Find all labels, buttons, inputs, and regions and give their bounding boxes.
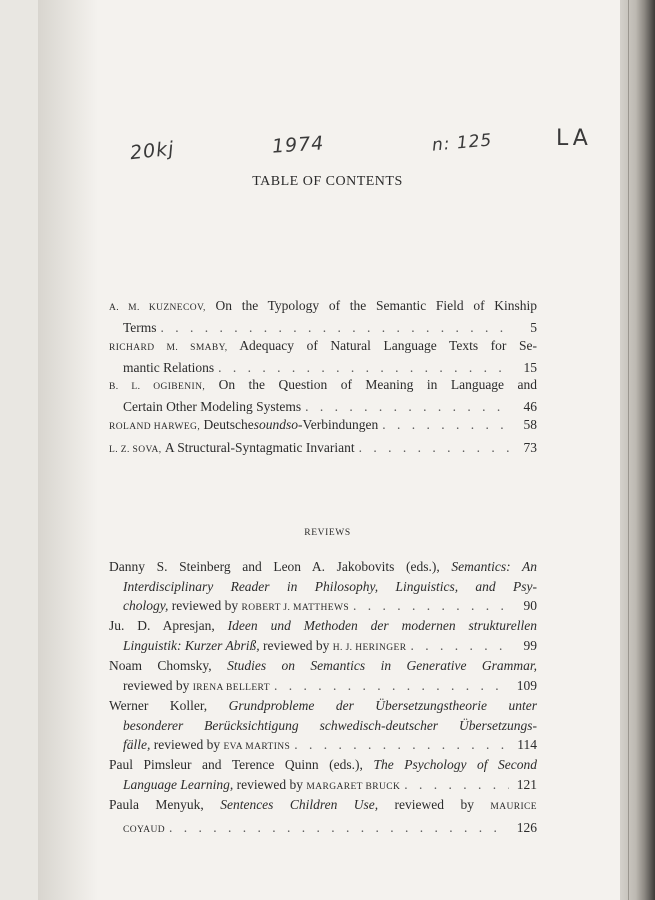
binding-edge [628, 0, 629, 900]
reviewer-cont: COYAUD [123, 824, 165, 835]
handwritten-note-4: LA [556, 126, 592, 151]
author: ROLAND HARWEG, [109, 422, 201, 432]
page-number: 121 [516, 776, 537, 792]
entry-title: Deutsche [203, 417, 254, 432]
entry-title-italic: soundso [253, 417, 298, 432]
handwritten-note-2: 1974 [271, 132, 326, 158]
author: B. L. OGIBENIN, [109, 382, 206, 392]
review-entry [109, 755, 537, 797]
toc-entry [109, 375, 537, 416]
reviewed-by: reviewed by [150, 737, 224, 752]
leader-dots [359, 438, 509, 457]
entry-title: On the Question of Meaning in Language and [218, 377, 538, 392]
review-book-author: Noam Chomsky, [109, 658, 228, 673]
reviewer: ROBERT J. MATTHEWS [241, 603, 350, 613]
toc-entry [109, 438, 537, 460]
leader-dots [353, 596, 509, 616]
page-number: 126 [516, 819, 537, 835]
review-entry [109, 795, 537, 840]
review-entry [109, 557, 537, 619]
review-book-title-cont: Language Learning, [123, 776, 234, 792]
author: L. Z. SOVA, [109, 445, 162, 455]
handwritten-note-1: 20kj [128, 137, 176, 165]
reviewer: H. J. HERINGER [332, 642, 407, 653]
handwritten-note-3: n: 125 [431, 130, 494, 156]
leader-dots [410, 636, 509, 656]
reviewed-by: reviewed by [123, 677, 193, 693]
entry-title: Adequacy of Natural Language Texts for Se- [239, 338, 537, 353]
leader-dots [294, 735, 509, 755]
page-number: 109 [516, 677, 537, 693]
reviewed-by: reviewed by [233, 776, 307, 792]
review-entry [109, 696, 537, 758]
review-book-title: Studies on Semantics in Generative Grammar, [227, 658, 538, 673]
entry-title: On the Typology of the Semantic Field of Kinship [215, 298, 537, 313]
leader-dots [305, 397, 509, 416]
entry-title-end: -Verbindungen [297, 417, 379, 432]
review-book-author: Werner Koller, [109, 698, 229, 713]
reviewed-by: reviewed by [168, 598, 242, 613]
entry-title-cont: Certain Other Modeling Systems [123, 399, 302, 414]
review-book-title: The Psychology of Second [373, 757, 537, 772]
book-binding [620, 0, 655, 900]
page-number: 58 [523, 417, 537, 432]
reviewed-by: reviewed by [378, 797, 491, 812]
review-book-title: Semantics: An [451, 559, 537, 574]
page-shadow [38, 0, 98, 900]
leader-dots [161, 318, 509, 337]
review-book-title-cont: Interdisciplinary Reader in Philosophy, Linguistics, and Psy- [123, 578, 537, 594]
review-book-title: Sentences Children Use, [220, 797, 379, 812]
author: RICHARD M. SMABY, [109, 343, 228, 353]
leader-dots [169, 818, 509, 838]
leader-dots [404, 775, 509, 795]
entry-title-cont: Terms [123, 320, 157, 335]
review-book-author: Ju. D. Apresjan, [109, 618, 228, 633]
review-book-title-cont: besonderer Berücksichtigung schwedisch-deutscher Übersetzungs- [123, 717, 537, 733]
review-book-title: Grundprobleme der Übersetzungstheorie unter [228, 698, 537, 713]
page-number: 114 [517, 737, 537, 752]
review-entry [109, 616, 537, 658]
review-entry [109, 656, 537, 698]
review-book-title-cont: Linguistik: Kurzer Abriß, [123, 637, 260, 653]
author: A. M. KUZNECOV, [109, 303, 206, 313]
toc-entry [109, 415, 537, 437]
leader-dots [382, 415, 509, 434]
page-number: 5 [530, 320, 537, 335]
leader-dots [274, 676, 509, 696]
page-number: 46 [523, 399, 537, 414]
review-book-author: Paul Pimsleur and Terence Quinn (eds.), [109, 757, 374, 772]
reviewer: IRENA BELLERT [192, 682, 270, 693]
reviewer: EVA MARTINS [223, 742, 291, 752]
reviews-heading: REVIEWS [304, 528, 351, 538]
review-book-author: Paula Menyuk, [109, 797, 221, 812]
review-book-title-end: chology, [123, 598, 169, 613]
entry-title-cont: mantic Relations [123, 360, 215, 375]
page-number: 90 [523, 598, 537, 613]
reviewer: MAURICE [490, 802, 537, 812]
page-number: 15 [523, 360, 537, 375]
toc-entry [109, 336, 537, 377]
toc-entry [109, 296, 537, 337]
review-book-author: Danny S. Steinberg and Leon A. Jakobovits (eds.), [109, 559, 452, 574]
review-book-title: Ideen und Methoden der modernen strukturellen [227, 618, 537, 633]
reviewed-by: reviewed by [259, 637, 333, 653]
page-number: 73 [523, 440, 537, 455]
entry-title: A Structural-Syntagmatic Invariant [164, 440, 355, 455]
reviewer: MARGARET BRUCK [306, 781, 401, 792]
page-number: 99 [523, 637, 537, 653]
page-title: TABLE OF CONTENTS [252, 174, 403, 189]
review-book-title-end: fälle, [123, 737, 151, 752]
